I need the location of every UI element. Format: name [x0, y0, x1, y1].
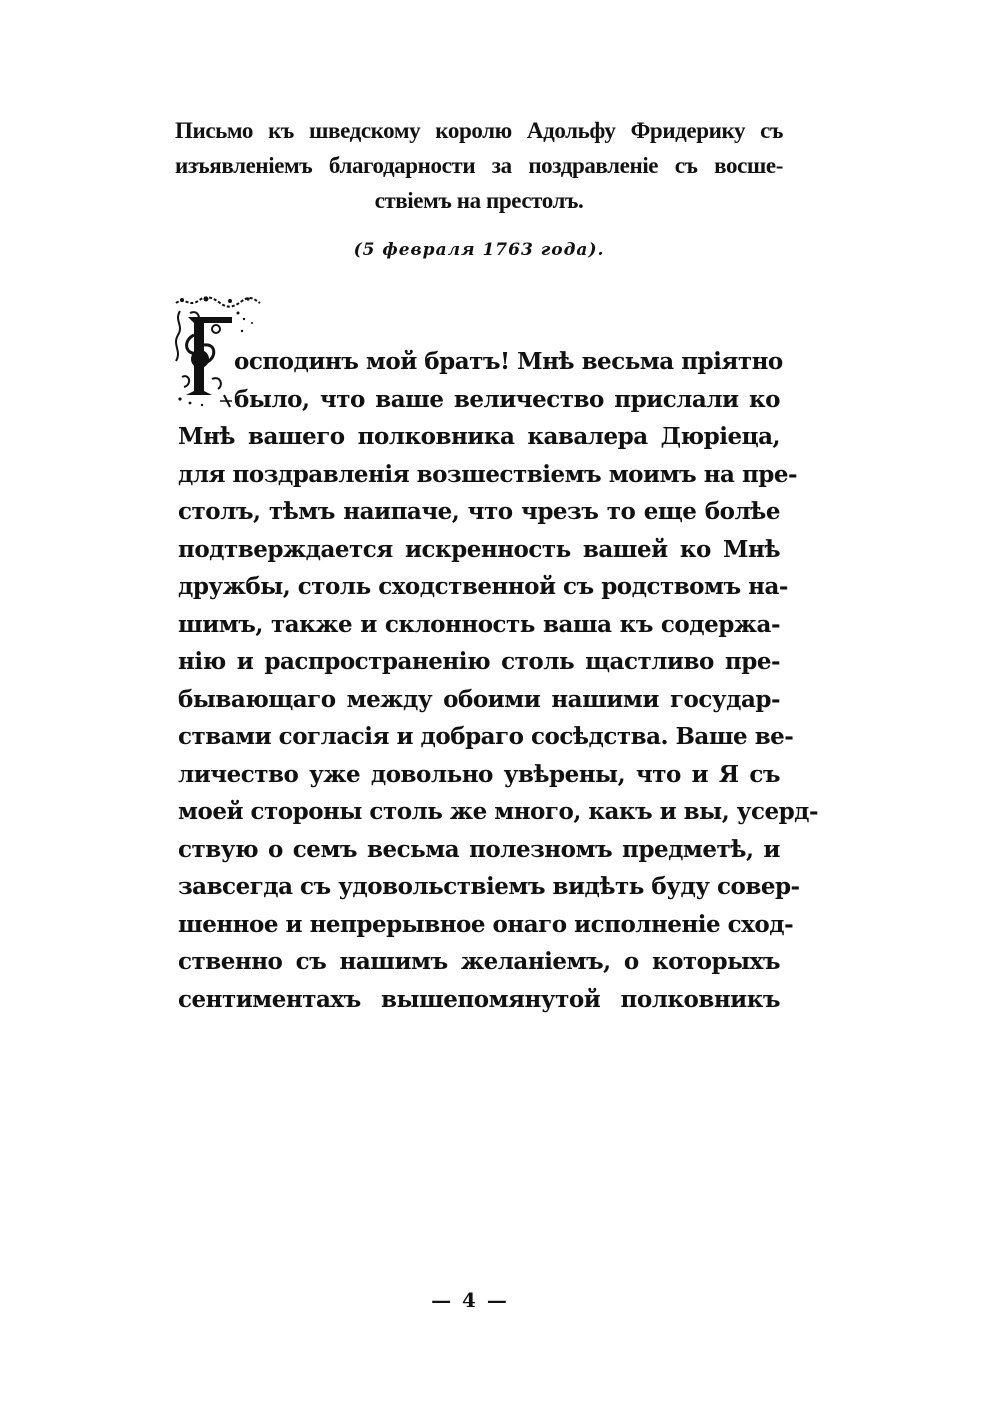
- body-line: для поздравленія возшествіемъ моимъ на пре-: [178, 460, 798, 488]
- body-line: было, что ваше величество прислали ко: [234, 385, 780, 413]
- title-line-1: Письмо къ шведскому королю Адольфу Фридерику съ: [175, 118, 783, 143]
- body-line: дружбы, столь сходственной съ родствомъ на-: [178, 573, 788, 600]
- body-line: столъ, тѣмъ наипаче, что чрезъ то еще болѣе: [178, 498, 780, 525]
- body-line: шимъ, также и склонность ваша къ содержа-: [178, 610, 780, 638]
- body-line: личество уже довольно увѣрены, что и Я съ: [178, 760, 780, 788]
- title-line-2: изъявленіемъ благодарности за поздравленіе съ восше-: [175, 153, 783, 178]
- body-line: ствую о семъ весьма полезномъ предметѣ, и: [178, 835, 780, 863]
- title-line-3: ствіемъ на престолъ.: [374, 188, 584, 213]
- letter-title: [175, 113, 783, 218]
- body-line: осподинъ мой братъ! Мнѣ весьма пріятно: [234, 348, 783, 375]
- body-line: сентиментахъ вышепомянутой полковникъ: [178, 985, 780, 1013]
- body-line: завсегда съ удовольствіемъ видѣть буду совер-: [178, 873, 800, 900]
- body-line: нію и распространенію столь щастливо пре-: [178, 648, 780, 675]
- body-line: ственно съ нашимъ желаніемъ, о которыхъ: [178, 948, 780, 975]
- body-line: моей стороны столь же много, какъ и вы, усерд-: [178, 798, 819, 825]
- page-number: — 4 —: [431, 1288, 509, 1312]
- body-line: бывающаго между обоими нашими государ-: [178, 685, 780, 713]
- body-line: подтверждается искренность вашей ко Мнѣ: [178, 535, 780, 563]
- body-line: ствами согласія и добраго сосѣдства. Ваше ве-: [178, 723, 794, 750]
- letter-body: [178, 343, 819, 1018]
- body-line: шенное и непрерывное онаго исполненіе сход-: [178, 910, 794, 938]
- body-line: Мнѣ вашего полковника кавалера Дюріеца,: [178, 423, 780, 450]
- letter-date: (5 февраля 1763 года).: [353, 240, 605, 260]
